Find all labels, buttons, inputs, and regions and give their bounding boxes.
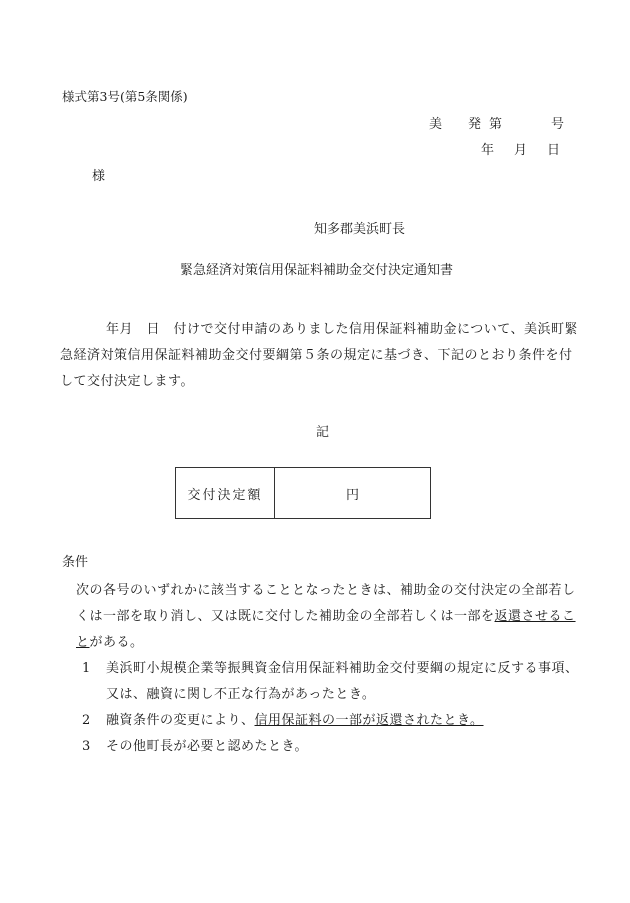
- condition-number: 3: [82, 739, 91, 754]
- date-month: 月: [514, 143, 528, 158]
- conditions-intro-text: 次の各号のいずれかに該当することとなったときは、補助金の交付決定の全部若しくは一部を取り消し、又は既に交付した補助金の全部若しくは一部を: [76, 583, 576, 624]
- conditions-intro: [76, 578, 586, 656]
- condition-text: [106, 708, 586, 734]
- condition-text-plain: 融資条件の変更により、: [106, 713, 255, 728]
- condition-item: [76, 708, 586, 734]
- body-date-year: 年: [106, 322, 120, 337]
- amount-table: [175, 467, 431, 519]
- conditions-intro-end: がある。: [89, 635, 144, 650]
- conditions-list: [76, 656, 586, 760]
- condition-text: [106, 734, 586, 760]
- recipient-honorific: 様: [92, 169, 106, 184]
- date-day: 日: [547, 143, 561, 158]
- body-date-day: 日: [146, 322, 161, 337]
- condition-item: [76, 656, 586, 708]
- amount-value: 円: [345, 487, 359, 503]
- conditions-intro-underlined: 返還させること: [76, 609, 576, 650]
- doc-number-suffix: 号: [551, 117, 565, 132]
- doc-number-dai: 第: [489, 117, 503, 132]
- condition-item: [76, 734, 586, 760]
- condition-text-plain: 美浜町小規模企業等振興資金信用保証料補助金交付要綱の規定に反する事項、又は、融資に関し不正な行為があったとき。: [106, 661, 579, 702]
- condition-text: [106, 656, 586, 708]
- doc-number-issue: 発: [468, 117, 482, 132]
- condition-number: 2: [82, 713, 91, 728]
- amount-label: 交付決定額: [176, 468, 275, 518]
- body-date-month: 月: [119, 322, 134, 337]
- date-year: 年: [481, 143, 495, 158]
- issuer: 知多郡美浜町長: [314, 222, 406, 237]
- condition-text-plain: その他町長が必要と認めたとき。: [106, 739, 308, 754]
- doc-number-prefix: 美: [429, 117, 443, 132]
- conditions-heading: 条件: [62, 555, 89, 570]
- document-title: 緊急経済対策信用保証料補助金交付決定通知書: [180, 263, 454, 278]
- ki-heading: 記: [316, 425, 330, 440]
- body-paragraph: [60, 317, 580, 395]
- body-text: 付けで交付申請のありました信用保証料補助金について、美浜町緊急経済対策信用保証料補助金交付要綱第５条の規定に基づき、下記のとおり条件を付して交付決定します。: [60, 322, 579, 389]
- condition-text-underlined: 信用保証料の一部が返還されたとき。: [254, 713, 484, 728]
- form-number: 様式第3号(第5条関係): [62, 89, 188, 104]
- condition-number: 1: [82, 661, 91, 676]
